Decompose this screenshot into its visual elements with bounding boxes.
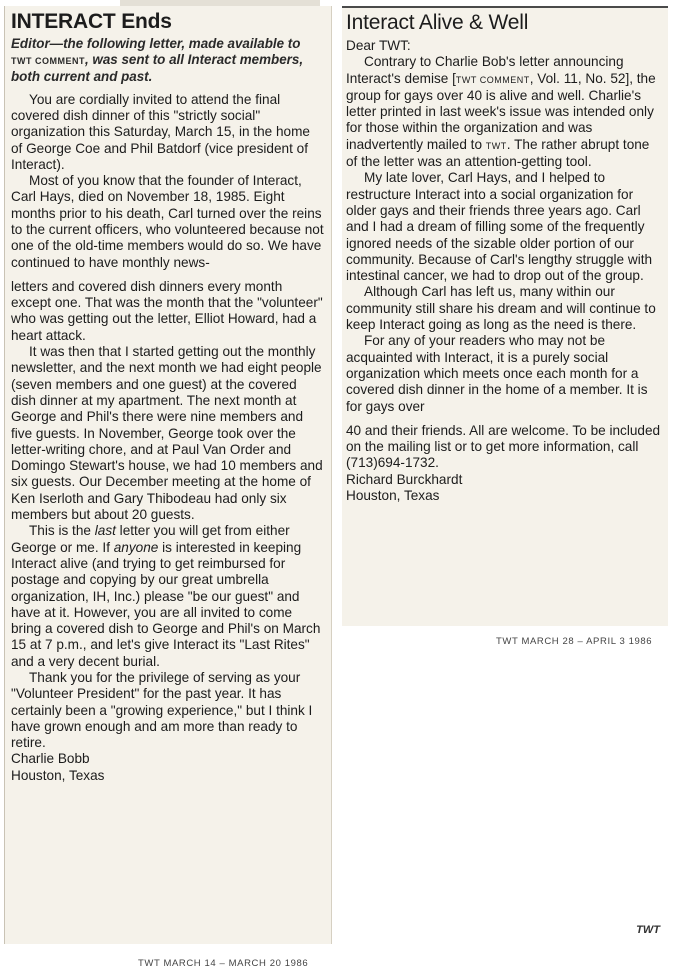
salutation: Dear TWT:	[346, 38, 411, 53]
twt-mark: TWT	[636, 924, 660, 936]
right-paragraph-3: Although Carl has left us, many within our community still share his dream and will continue to keep Interact going as long as the need is there.	[346, 284, 656, 333]
left-paragraph-5	[11, 523, 325, 670]
para5-emphasis-anyone: anyone	[113, 539, 159, 555]
right-para1-text-a: Contrary to Charlie Bob's letter announcing Interact's demise [	[346, 54, 624, 86]
right-paragraph-4: For any of your readers who may not be acquainted with Interact, it is a purely social organization which meets once each month for a covered dish dinner in the home of a member. It is for gays over	[346, 333, 648, 414]
right-paragraph-2: My late lover, Carl Hays, and I helped to restructure Interact into a social organization for older gays and their friends three years ago. Carl and I had a dream of filling some of the frequently ignored needs of the sizable older portion of our community. Because of Carl's lengthy struggle with intestinal cancer, we had to drop out of the group.	[346, 170, 653, 284]
right-signature: Richard Burckhardt	[346, 471, 463, 487]
left-paragraph-3: letters and covered dish dinners every month except one. That was the month that the "volunteer" who was getting out the letter, Elliot Howard, had a heart attack.	[11, 278, 323, 343]
column-break	[5, 271, 331, 279]
left-paragraph-1: You are cordially invited to attend the final covered dish dinner of this "strictly social" organization this Saturday, March 15, in the home of George Coe and Phil Batdorf (vice president of Interact).	[11, 91, 310, 172]
right-para1-twt: TWT COMMENT	[455, 74, 530, 85]
left-footer-dateline: TWT MARCH 14 – MARCH 20 1986	[138, 958, 309, 969]
right-clipping	[342, 6, 668, 626]
editor-note-twt: TWT COMMENT	[11, 56, 85, 67]
left-paragraph-6: Thank you for the privilege of serving as your "Volunteer President" for the past year. It has certainly been a "growing experience," but I think I have grown enough and am more than ready to retire.	[11, 670, 313, 751]
para5-text-a: This is the	[29, 523, 95, 539]
para5-text-c: is interested in keeping Interact alive (and trying to get reimbursed for postage and copying by our great umbrella organization, IH, Inc.) please "be our guest" and have at it. However, you are all invited to come bring a covered dish to George and Phil's on March 15 at 7 p.m., and let's give Interact its "Last Rites" and a very decent burial.	[11, 539, 321, 669]
left-location: Houston, Texas	[11, 767, 105, 783]
editor-note-after: , was sent to all Interact members, both current and past.	[11, 52, 304, 85]
right-para1-text-c: . The rather abrupt tone of the letter was an attention-getting tool.	[346, 136, 650, 170]
right-paragraph-5: 40 and their friends. All are welcome. To be included on the mailing list or to get more information, call (713)694-1732.	[346, 422, 661, 471]
right-para1-text-b: , Vol. 11, No. 52], the group for gays over 40 is alive and well. Charlie's letter printed in last week's issue was intended only for those within the organization and was inadvertently mailed to	[346, 70, 656, 152]
para5-text-b: letter you will get from either George or me. If	[11, 523, 290, 555]
editor-note-before: Editor—the following letter, made available to	[11, 36, 301, 51]
left-signature: Charlie Bobb	[11, 751, 90, 767]
left-paragraph-4: It was then that I started getting out the monthly newsletter, and the next month we had eight people (seven members and one guest) at the covered dish dinner at my apartment. The next month at George and Phil's there were nine members and five guests. In November, George took over the letter-writing chore, and at Paul Van Order and Domingo Stewart's house, we had 10 members and six guests. Our December meeting at the home of Ken Iserloth and Gary Thibodeau had only six members but about 20 guests.	[11, 344, 323, 523]
editor-note	[11, 36, 325, 86]
right-location: Houston, Texas	[346, 488, 440, 504]
left-paragraph-2: Most of you know that the founder of Interact, Carl Hays, died on November 18, 1985. Eight months prior to his death, Carl turned over the reins to the current officers, who volunteered because not one of the old-time members would do so. We have continued to have monthly news-	[11, 173, 324, 270]
right-paragraph-1	[346, 54, 664, 170]
right-column-break	[342, 415, 668, 423]
right-footer-dateline: TWT MARCH 28 – APRIL 3 1986	[496, 636, 653, 647]
para5-emphasis-last: last	[94, 523, 116, 539]
right-headline: Interact Alive & Well	[346, 11, 529, 34]
left-clipping	[4, 6, 332, 944]
left-headline: INTERACT Ends	[11, 10, 172, 33]
right-para1-twt2: TWT	[485, 140, 507, 151]
